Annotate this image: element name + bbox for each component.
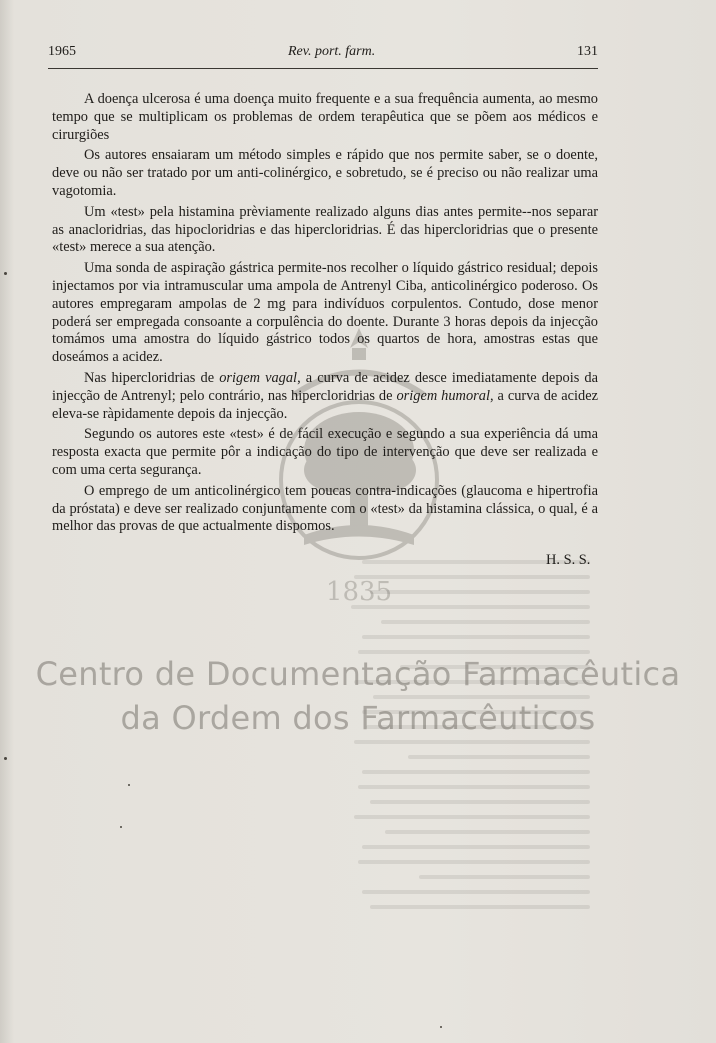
- page-header: [48, 44, 598, 64]
- watermark-seal-year: 1835: [325, 577, 393, 607]
- watermark-text-line-1: Centro de Documentação Farmacêutica: [35, 655, 681, 693]
- italic-term: origem vagal: [219, 369, 298, 386]
- body-paragraph: [52, 370, 598, 423]
- watermark-text-line-2: da Ordem dos Farmacêuticos: [120, 699, 596, 737]
- italic-term: origem humoral: [396, 387, 490, 404]
- body-paragraph: [52, 91, 598, 144]
- paragraph-text: , a curva de acidez eleva-se ràpidamente depois da injecção.: [52, 387, 599, 422]
- scan-speck: [120, 826, 122, 828]
- body-paragraph: [52, 204, 598, 257]
- header-rule: [48, 68, 598, 69]
- article-body: [52, 91, 598, 539]
- paragraph-text: Segundo os autores este «test» é de fácil execução e segundo a sua experiência dá uma resposta exacta que permite pôr a indicação do tipo de intervenção que deve ser realizada e com uma certa segurança.: [52, 426, 598, 478]
- paragraph-text: Uma sonda de aspiração gástrica permite-nos recolher o líquido gástrico residual; depois injectamos por via intramuscular uma ampola de Antrenyl Ciba, anticolinérgico poderoso. Os autores empregaram ampolas de 2 mg para indivíduos corpulentos. Contudo, dose menor poderá ser empregada consoante a corpulência do doente. Durante 3 horas depois da injecção tomámos uma amostra do líquido gástrico todos os quartos de hora, amostras estas que doseámos a acidez.: [52, 260, 598, 366]
- header-year: 1965: [48, 44, 76, 59]
- body-paragraph: [52, 147, 598, 200]
- scan-speck: [4, 757, 7, 760]
- paragraph-text: O emprego de um anticolinérgico tem poucas contra-indicações (glaucoma e hipertrofia da próstata) e deve ser realizado conjuntamente com o «test» da histamina clássica, o qual, é a melhor das provas de que actualmente dispomos.: [52, 482, 598, 535]
- paragraph-text: A doença ulcerosa é uma doença muito frequente e a sua frequência aumenta, ao mesmo tempo que se multiplicam os problemas de ordem terapêutica que se põem aos médicos e cirurgiões: [52, 91, 598, 143]
- paragraph-text: Um «test» pela histamina prèviamente realizado alguns dias antes permite--nos separar as anacloridrias, das hipocloridrias e das hipercloridrias. É das hipercloridrias que o presente «test» merece a sua atenção.: [52, 203, 598, 256]
- paragraph-text: , a curva de acidez desce imediatamente depois da injecção de Antrenyl; pelo contrário, nas hipercloridrias de: [52, 369, 599, 404]
- author-signature: H. S. S.: [546, 552, 591, 568]
- scan-speck: [440, 1026, 442, 1028]
- scan-speck: [128, 784, 130, 786]
- paragraph-text: Os autores ensaiaram um método simples e rápido que nos permite saber, se o doente, deve ou não ser tratado por um anti-colinérgico, e sobretudo, se é preciso ou não realizar uma vagotomia.: [52, 147, 598, 199]
- body-paragraph: [52, 260, 598, 367]
- header-journal-title: Rev. port. farm.: [288, 44, 376, 59]
- body-paragraph: [52, 426, 598, 479]
- body-paragraph: [52, 483, 598, 536]
- header-page-number: 131: [577, 44, 598, 59]
- paragraph-text: Nas hipercloridrias de: [84, 369, 220, 386]
- show-through-bleed: [210, 560, 590, 980]
- scan-speck: [4, 272, 7, 275]
